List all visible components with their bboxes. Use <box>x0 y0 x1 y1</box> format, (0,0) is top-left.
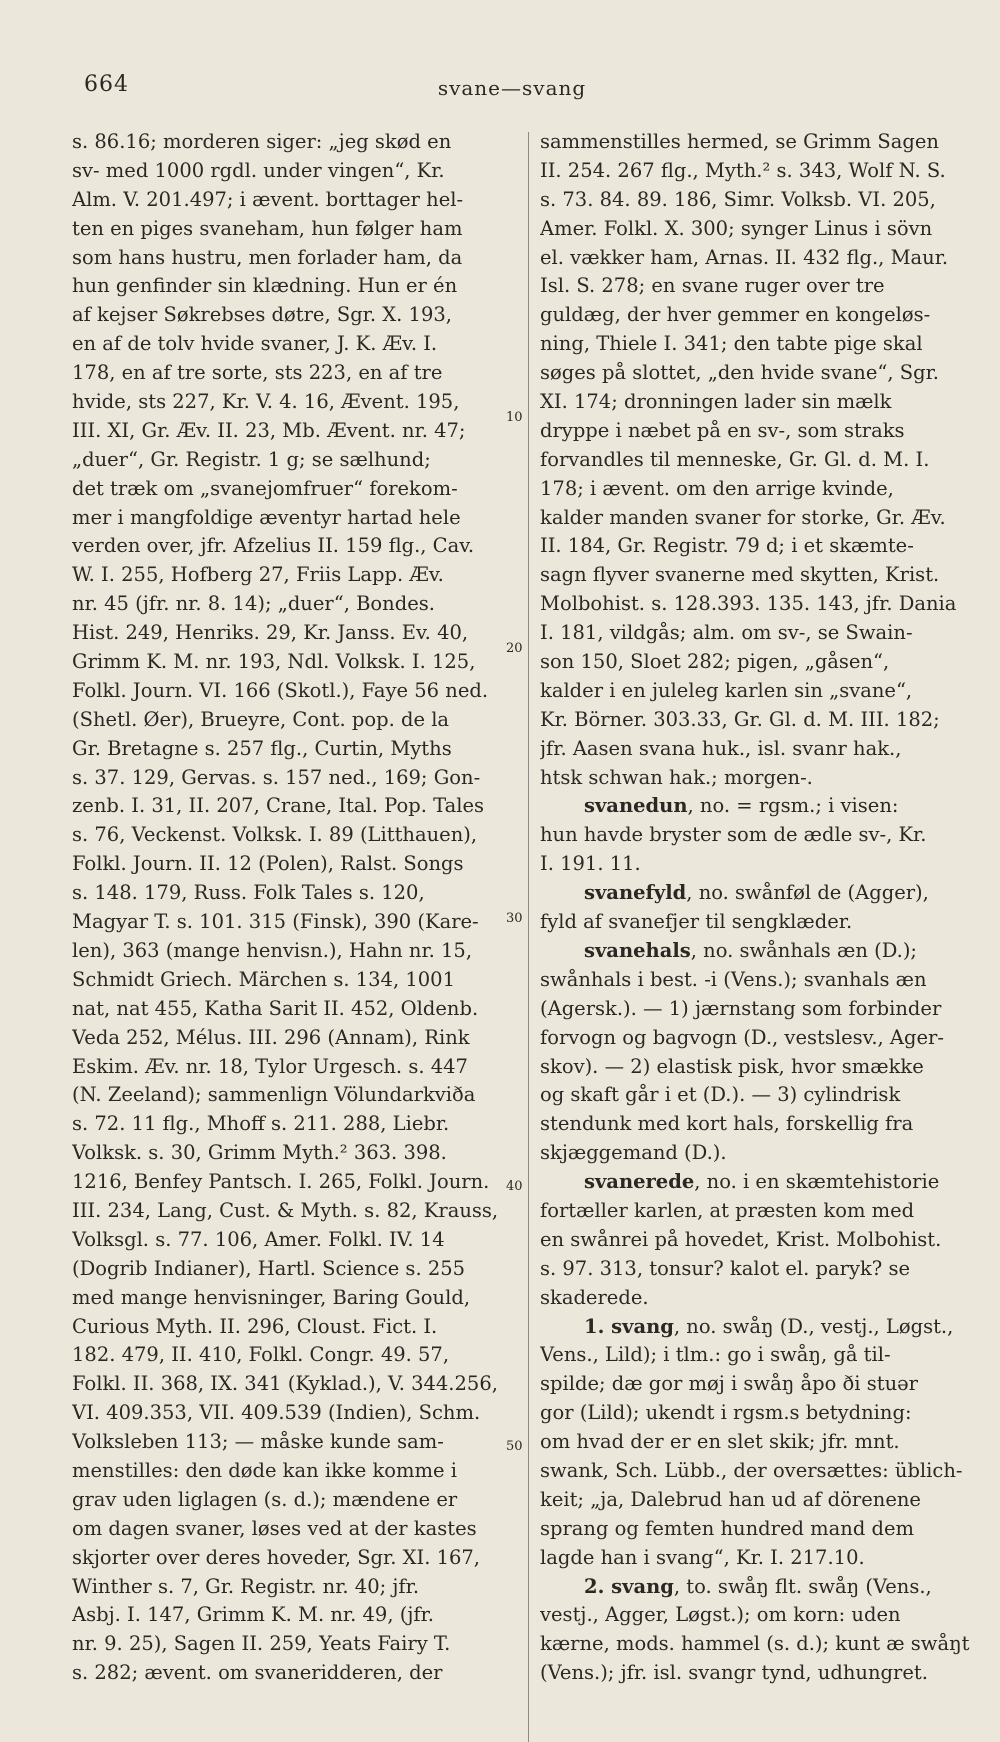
text-line: nr. 45 (jfr. nr. 8. 14); „duer“, Bondes. <box>72 592 435 616</box>
text-line: kalder i en juleleg karlen sin „svane“, <box>540 678 913 702</box>
text-line: zenb. I. 31, II. 207, Crane, Ital. Pop. Tales <box>72 794 484 818</box>
text-line: dryppe i næbet på en sv-, som straks <box>540 418 905 442</box>
text-line: sagn flyver svanerne med skytten, Krist. <box>540 563 940 587</box>
text-line: hun havde bryster som de ædle sv-, Kr. <box>540 823 927 847</box>
text-line: kalder manden svaner for storke, Gr. Æv. <box>540 505 946 529</box>
text-line: s. 97. 313, tonsur? kalot el. paryk? se <box>540 1256 910 1280</box>
text-line: Amer. Folkl. X. 300; synger Linus i sövn <box>540 216 933 240</box>
text-line: Volksk. s. 30, Grimm Myth.² 363. 398. <box>72 1141 447 1165</box>
text-line: son 150, Sloet 282; pigen, „gåsen“, <box>540 650 890 674</box>
line-number: 40 <box>506 1179 523 1194</box>
text-line: s. 76, Veckenst. Volksk. I. 89 (Litthauen), <box>72 823 478 847</box>
text-line: s. 86.16; morderen siger: „jeg skød en <box>72 130 452 153</box>
headword: 1. svang <box>584 1314 674 1338</box>
text-line: 182. 479, II. 410, Folkl. Congr. 49. 57, <box>72 1343 450 1367</box>
text-line: II. 184, Gr. Registr. 79 d; i et skæmte- <box>540 534 914 558</box>
text-line: W. I. 255, Hofberg 27, Friis Lapp. Æv. <box>72 563 444 587</box>
text-line: Eskim. Æv. nr. 18, Tylor Urgesch. s. 447 <box>72 1054 468 1078</box>
text-line: skov). — 2) elastisk pisk, hvor smække <box>540 1054 924 1078</box>
text-line: som hans hustru, men forlader ham, da <box>72 245 463 269</box>
text-line: en swånrei på hovedet, Krist. Molbohist. <box>540 1227 942 1251</box>
text-line: spilde; dæ gor møj i swåŋ åpo ði stuər <box>540 1372 918 1396</box>
text-line: I. 181, vildgås; alm. om sv-, se Swain- <box>540 621 913 645</box>
text-line: nat, nat 455, Katha Sarit II. 452, Oldenb. <box>72 996 479 1020</box>
text-line: hun genfinder sin klædning. Hun er én <box>72 274 458 298</box>
text-line: Folkl. Journ. VI. 166 (Skotl.), Faye 56 ned. <box>72 678 489 702</box>
line-number: 10 <box>506 410 523 425</box>
text-line: om dagen svaner, løses ved at der kastes <box>72 1516 477 1540</box>
text-line: 178; i ævent. om den arrige kvinde, <box>540 476 894 500</box>
running-head: svane—svang <box>437 76 587 100</box>
text-line: af kejser Søkrebses døtre, Sgr. X. 193, <box>72 303 452 327</box>
text-line: Alm. V. 201.497; i ævent. borttager hel- <box>72 187 464 211</box>
text-line: svanerede, no. i en skæmtehistorie <box>584 1170 940 1194</box>
text-line: „duer“, Gr. Registr. 1 g; se sælhund; <box>72 447 431 471</box>
text-line: II. 254. 267 flg., Myth.² s. 343, Wolf N. S. <box>540 158 946 182</box>
text-line: ten en piges svaneham, hun følger ham <box>72 216 463 240</box>
text-line: søges på slottet, „den hvide svane“, Sgr. <box>540 361 939 385</box>
text-line: skaderede. <box>540 1285 649 1309</box>
text-line: (Dogrib Indianer), Hartl. Science s. 255 <box>72 1256 466 1280</box>
text-line: Winther s. 7, Gr. Registr. nr. 40; jfr. <box>72 1574 420 1598</box>
text-line: fyld af svanefjer til sengklæder. <box>540 910 853 934</box>
right-column <box>540 128 995 1688</box>
text-line: svanefyld, no. swånføl de (Agger), <box>584 881 929 905</box>
line-number: 50 <box>506 1439 523 1454</box>
column-divider <box>528 132 529 1742</box>
text-line: (Shetl. Øer), Brueyre, Cont. pop. de la <box>72 707 450 731</box>
text-line: htsk schwan hak.; morgen-. <box>540 765 813 789</box>
text-line: swånhals i best. -i (Vens.); svanhals æn <box>540 967 927 991</box>
text-line: III. XI, Gr. Æv. II. 23, Mb. Ævent. nr. 47; <box>72 418 466 442</box>
text-line: verden over, jfr. Afzelius II. 159 flg., Cav. <box>72 534 475 558</box>
text-line: grav uden liglagen (s. d.); mændene er <box>72 1487 458 1511</box>
text-line: s. 148. 179, Russ. Folk Tales s. 120, <box>72 881 425 905</box>
headword: svanehals <box>584 938 691 962</box>
text-line: Gr. Bretagne s. 257 flg., Curtin, Myths <box>72 736 452 760</box>
text-line: 1. svang, no. swåŋ (D., vestj., Løgst., <box>584 1314 954 1338</box>
text-line: Isl. S. 278; en svane ruger over tre <box>540 274 885 298</box>
text-line: jfr. Aasen svana huk., isl. svanr hak., <box>540 736 902 760</box>
text-line: Folkl. Journ. II. 12 (Polen), Ralst. Songs <box>72 852 464 876</box>
text-line: fortæller karlen, at præsten kom med <box>540 1198 915 1222</box>
text-line: III. 234, Lang, Cust. & Myth. s. 82, Krauss, <box>72 1198 499 1222</box>
text-line: svanedun, no. = rgsm.; i visen: <box>584 794 899 818</box>
text-line: keit; „ja, Dalebrud han ud af dörenene <box>540 1487 921 1511</box>
text-line: Volksgl. s. 77. 106, Amer. Folkl. IV. 14 <box>72 1227 445 1251</box>
text-line: ning, Thiele I. 341; den tabte pige skal <box>540 332 923 356</box>
line-number: 20 <box>506 641 523 656</box>
text-line: s. 37. 129, Gervas. s. 157 ned., 169; Gon- <box>72 765 481 789</box>
text-line: mer i mangfoldige æventyr hartad hele <box>72 505 461 529</box>
text-line: Vens., Lild); i tlm.: go i swåŋ, gå til- <box>540 1343 891 1367</box>
page-number: 664 <box>84 72 129 97</box>
text-line: (Vens.); jfr. isl. svangr tynd, udhungret. <box>540 1661 928 1685</box>
text-line: forvandles til menneske, Gr. Gl. d. M. I. <box>540 447 930 471</box>
text-line: Folkl. II. 368, IX. 341 (Kyklad.), V. 344.256, <box>72 1372 498 1396</box>
text-line: Molbohist. s. 128.393. 135. 143, jfr. Dania <box>540 592 957 616</box>
text-line: el. vækker ham, Arnas. II. 432 flg., Maur. <box>540 245 949 269</box>
text-line: (N. Zeeland); sammenlign Völundarkviða <box>72 1083 476 1107</box>
text-line: s. 282; ævent. om svaneridderen, der <box>72 1661 443 1685</box>
text-line: Asbj. I. 147, Grimm K. M. nr. 49, (jfr. <box>72 1603 434 1627</box>
text-line: om hvad der er en slet skik; jfr. mnt. <box>540 1430 900 1454</box>
text-line: skjorter over deres hoveder, Sgr. XI. 167, <box>72 1545 481 1569</box>
headword: svanefyld <box>584 881 687 905</box>
line-number: 30 <box>506 911 523 926</box>
text-line: vestj., Agger, Løgst.); om korn: uden <box>540 1603 901 1627</box>
text-line: sv- med 1000 rgdl. under vingen“, Kr. <box>72 158 445 182</box>
text-line: len), 363 (mange henvisn.), Hahn nr. 15, <box>72 938 473 962</box>
text-line: 178, en af tre sorte, sts 223, en af tre <box>72 361 443 385</box>
text-line: Schmidt Griech. Märchen s. 134, 1001 <box>72 967 455 991</box>
text-line: guldæg, der hver gemmer en kongeløs- <box>540 303 931 327</box>
headword: svanerede <box>584 1170 695 1194</box>
text-line: hvide, sts 227, Kr. V. 4. 16, Ævent. 195, <box>72 390 460 414</box>
text-line: stendunk med kort hals, forskellig fra <box>540 1112 914 1136</box>
text-line: Hist. 249, Henriks. 29, Kr. Janss. Ev. 40, <box>72 621 469 645</box>
text-line: s. 72. 11 flg., Mhoff s. 211. 288, Liebr. <box>72 1112 450 1136</box>
text-line: kærne, mods. hammel (s. d.); kunt æ swåŋt <box>540 1632 970 1656</box>
text-line: Kr. Börner. 303.33, Gr. Gl. d. M. III. 182; <box>540 707 940 731</box>
text-line: menstilles: den døde kan ikke komme i <box>72 1458 458 1482</box>
text-line: s. 73. 84. 89. 186, Simr. Volksb. VI. 205, <box>540 187 936 211</box>
headword: 2. svang <box>584 1574 674 1598</box>
text-line: 1216, Benfey Pantsch. I. 265, Folkl. Journ. <box>72 1170 490 1194</box>
left-column <box>72 128 520 1688</box>
text-line: gor (Lild); ukendt i rgsm.s betydning: <box>540 1401 912 1425</box>
text-line: (Agersk.). — 1) jærnstang som forbinder <box>540 996 942 1020</box>
text-line: og skaft går i et (D.). — 3) cylindrisk <box>540 1083 901 1107</box>
text-line: det træk om „svanejomfruer“ forekom- <box>72 476 458 500</box>
text-line: svanehals, no. swånhals æn (D.); <box>584 938 918 962</box>
text-line: lagde han i svang“, Kr. I. 217.10. <box>540 1545 865 1569</box>
text-line: Magyar T. s. 101. 315 (Finsk), 390 (Kare- <box>72 910 479 934</box>
text-line: Curious Myth. II. 296, Cloust. Fict. I. <box>72 1314 438 1338</box>
text-line: VI. 409.353, VII. 409.539 (Indien), Schm. <box>72 1401 481 1425</box>
text-line: en af de tolv hvide svaner, J. K. Æv. I. <box>72 332 438 356</box>
text-line: Volksleben 113; — måske kunde sam- <box>72 1430 444 1454</box>
text-line: Grimm K. M. nr. 193, Ndl. Volksk. I. 125, <box>72 650 476 674</box>
text-line: skjæggemand (D.). <box>540 1141 727 1165</box>
text-line: XI. 174; dronningen lader sin mælk <box>540 390 892 414</box>
headword: svanedun <box>584 794 688 818</box>
page-header <box>84 72 940 102</box>
text-line: Veda 252, Mélus. III. 296 (Annam), Rink <box>72 1025 470 1049</box>
text-line: med mange henvisninger, Baring Gould, <box>72 1285 471 1309</box>
text-line: sammenstilles hermed, se Grimm Sagen <box>540 130 939 153</box>
text-line: sprang og femten hundred mand dem <box>540 1516 915 1540</box>
text-line: 2. svang, to. swåŋ flt. swåŋ (Vens., <box>584 1574 932 1598</box>
text-line: forvogn og bagvogn (D., vestslesv., Ager- <box>540 1025 944 1049</box>
text-line: nr. 9. 25), Sagen II. 259, Yeats Fairy T. <box>72 1632 451 1656</box>
text-line: swank, Sch. Lübb., der oversættes: üblich- <box>540 1458 963 1482</box>
text-line: I. 191. 11. <box>540 852 641 876</box>
